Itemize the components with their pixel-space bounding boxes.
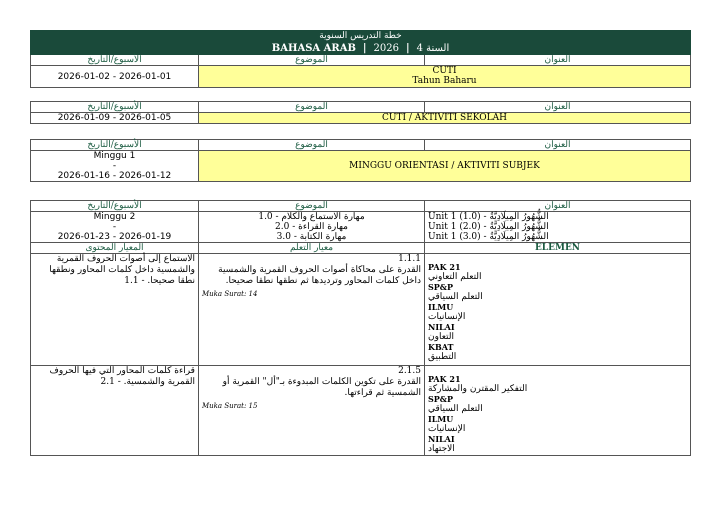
week-cell: Minggu 2 - 2026-01-23 - 2026-01-19 (31, 212, 199, 243)
week-cell: Minggu 1 - 2026-01-16 - 2026-01-12 (31, 151, 199, 182)
unit-item: Unit 1 (2.0) - الشُّهُورُ المِيلَادِيَّةُ (428, 222, 549, 232)
col-topic: الموضوع (199, 201, 425, 212)
subject-name: BAHASA ARAB (271, 43, 356, 54)
element-cell (425, 254, 691, 366)
block-table-4 (30, 200, 691, 456)
week-dates: 2026-01-02 - 2026-01-01 (31, 66, 199, 88)
element-value: الإنسانيات (428, 312, 466, 322)
unit-item: Unit 1 (3.0) - الشُّهُورُ المِيلَادِيَّةُ (428, 232, 549, 242)
block-table-1 (30, 30, 691, 88)
col-learning-standard: معيار التعلم (199, 243, 425, 254)
topic-item: مهارة القراءة - 2.0 (275, 222, 348, 232)
element-value: التعلم التعاوني (428, 272, 482, 282)
element-heading: ILMU (428, 414, 454, 424)
element-heading: NILAI (428, 322, 455, 332)
content-standard-cell: الاستماع إلى أصوات الحروف القمرية والشمسية داخل كلمات المحاور ونطقها نطقا صحيحا. - 1.1 (31, 254, 199, 366)
element-value: التعلم السياقي (428, 292, 483, 302)
block-table-2 (30, 101, 691, 124)
col-week: الأسبوع/التاريخ (31, 102, 199, 113)
element-heading: SP&P (428, 394, 454, 404)
block-table-3 (30, 139, 691, 182)
learning-text: القدرة على تكوين الكلمات المبدوءة بـ"أل" القمرية أو الشمسية ثم قراءتها. (222, 377, 421, 398)
plan-form: السنة 4 (416, 43, 450, 54)
element-value: التطبيق (428, 352, 457, 362)
learning-standard-cell (199, 254, 425, 366)
learning-standard-cell (199, 366, 425, 456)
col-topic: الموضوع (199, 140, 425, 151)
week-label: Minggu 2 (93, 212, 136, 222)
page-reference: Muka Surat: 15 (202, 402, 258, 410)
col-title: العنوان (425, 140, 691, 151)
topic-item: مهارة الاستماع والكلام - 1.0 (258, 212, 365, 222)
element-value: الإنسانيات (428, 424, 466, 434)
element-heading: PAK 21 (428, 374, 461, 384)
plan-subtitle: BAHASA ARAB | 2026 | السنة 4 (31, 43, 691, 55)
element-heading: NILAI (428, 434, 455, 444)
col-content-standard: المعيار المحتوى (31, 243, 199, 254)
element-value: التفكير المقترن والمشاركة (428, 384, 528, 394)
col-week: الأسبوع/التاريخ (31, 140, 199, 151)
yearly-plan-page (30, 30, 690, 456)
learning-text: القدرة على محاكاة أصوات الحروف القمرية والشمسية داخل كلمات المحاور وترديدها ثم نطقها نطقا صحيحا. (218, 265, 421, 286)
holiday-cell: CUTI / AKTIVITI SEKOLAH (199, 113, 691, 124)
week-dates: 2026-01-09 - 2026-01-05 (31, 113, 199, 124)
content-standard-cell: قراءة كلمات المحاور التي فيها الحروف القمرية والشمسية. - 2.1 (31, 366, 199, 456)
plan-title: خطة التدريس السنوية (31, 31, 691, 43)
element-value: التعاون (428, 332, 454, 342)
col-title: العنوان (425, 55, 691, 66)
col-element: ELEMEN (425, 243, 691, 254)
element-cell (425, 366, 691, 456)
col-title: العنوان (425, 201, 691, 212)
unit-cell (425, 212, 691, 243)
unit-item: Unit 1 (1.0) - الشُّهُورُ المِيلَادِيَّةُ (428, 212, 549, 222)
plan-year: 2026 (373, 43, 399, 54)
col-topic: الموضوع (199, 55, 425, 66)
page-reference: Muka Surat: 14 (202, 290, 258, 298)
learning-code: 1.1.1 (398, 254, 421, 264)
col-week: الأسبوع/التاريخ (31, 55, 199, 66)
topic-item: مهارة الكتابة - 3.0 (276, 232, 347, 242)
week-dates: 2026-01-23 - 2026-01-19 (57, 232, 172, 242)
topic-cell (199, 212, 425, 243)
orientation-cell: MINGGU ORIENTASI / AKTIVITI SUBJEK (199, 151, 691, 182)
element-heading: KBAT (428, 342, 454, 352)
week-label: Minggu 1 (93, 151, 136, 161)
week-dates: 2026-01-16 - 2026-01-12 (57, 171, 172, 181)
element-heading: SP&P (428, 282, 454, 292)
element-heading: ILMU (428, 302, 454, 312)
col-title: العنوان (425, 102, 691, 113)
element-value: التعلم السياقي (428, 404, 483, 414)
element-value: الاجتهاد (428, 444, 455, 454)
holiday-cell: CUTI Tahun Baharu (199, 66, 691, 88)
learning-code: 2.1.5 (398, 366, 421, 376)
element-heading: PAK 21 (428, 262, 461, 272)
col-week: الأسبوع/التاريخ (31, 201, 199, 212)
col-topic: الموضوع (199, 102, 425, 113)
